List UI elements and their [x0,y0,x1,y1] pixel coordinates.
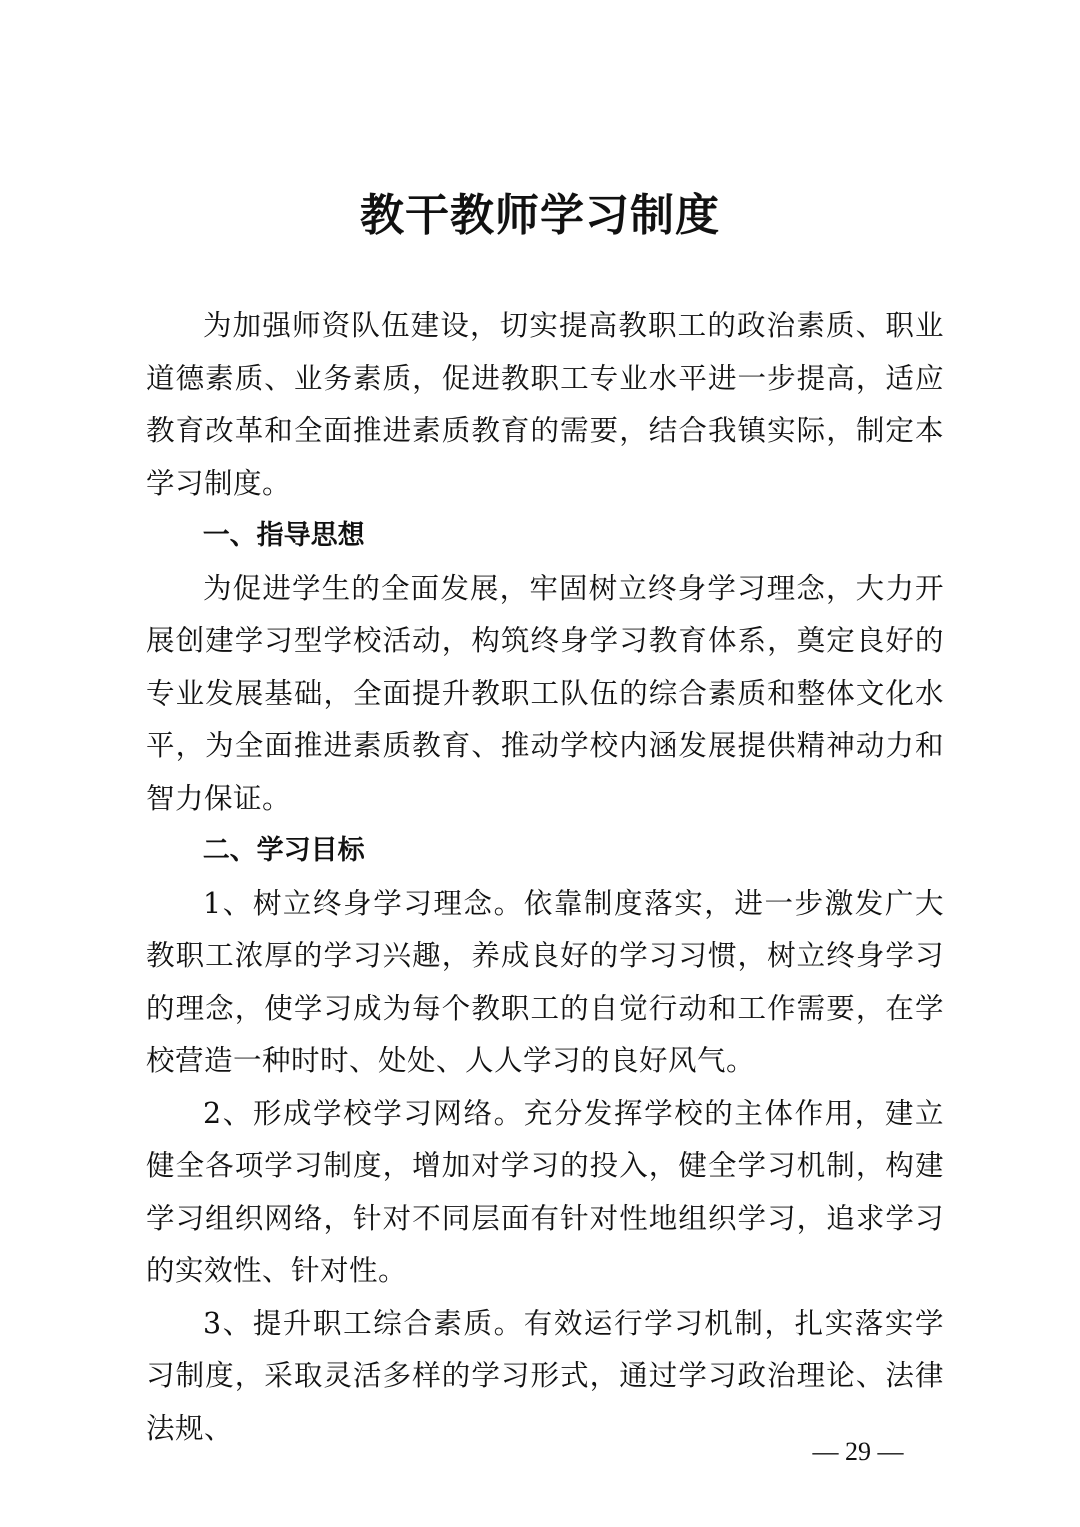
section-heading-guiding-ideology: 一、指导思想 [202,520,365,551]
section-heading-learning-goals: 二、学习目标 [202,835,365,866]
learning-goal-2-paragraph: 2、形成学校学习网络。充分发挥学校的主体作用，建立健全各项学习制度，增加对学习的投入，健全学习机制，构建学习组织网络，针对不同层面有针对性地组织学习，追求学习的实效性、针对性。 [146,1096,944,1287]
learning-goal-3-paragraph: 3、提升职工综合素质。有效运行学习机制，扎实落实学习制度，采取灵活多样的学习形式，通过学习政治理论、法律法规、 [146,1306,944,1445]
learning-goal-1-paragraph: 1、树立终身学习理念。依靠制度落实，进一步激发广大教职工浓厚的学习兴趣，养成良好的学习习惯，树立终身学习的理念，使学习成为每个教职工的自觉行动和工作需要，在学校营造一种时时、处处、人人学习的良好风气。 [146,886,944,1077]
guiding-ideology-paragraph: 为促进学生的全面发展，牢固树立终身学习理念，大力开展创建学习型学校活动，构筑终身学习教育体系，奠定良好的专业发展基础，全面提升教职工队伍的综合素质和整体文化水平，为全面推进素质教育、推动学校内涵发展提供精神动力和智力保证。 [146,571,944,815]
intro-paragraph: 为加强师资队伍建设，切实提高教职工的政治素质、职业道德素质、业务素质，促进教职工专业水平进一步提高，适应教育改革和全面推进素质教育的需要，结合我镇实际，制定本学习制度。 [146,309,944,500]
document-body [146,300,944,1455]
document-title: 教干教师学习制度 [360,190,720,241]
page-number: — 29 — [812,1437,904,1466]
